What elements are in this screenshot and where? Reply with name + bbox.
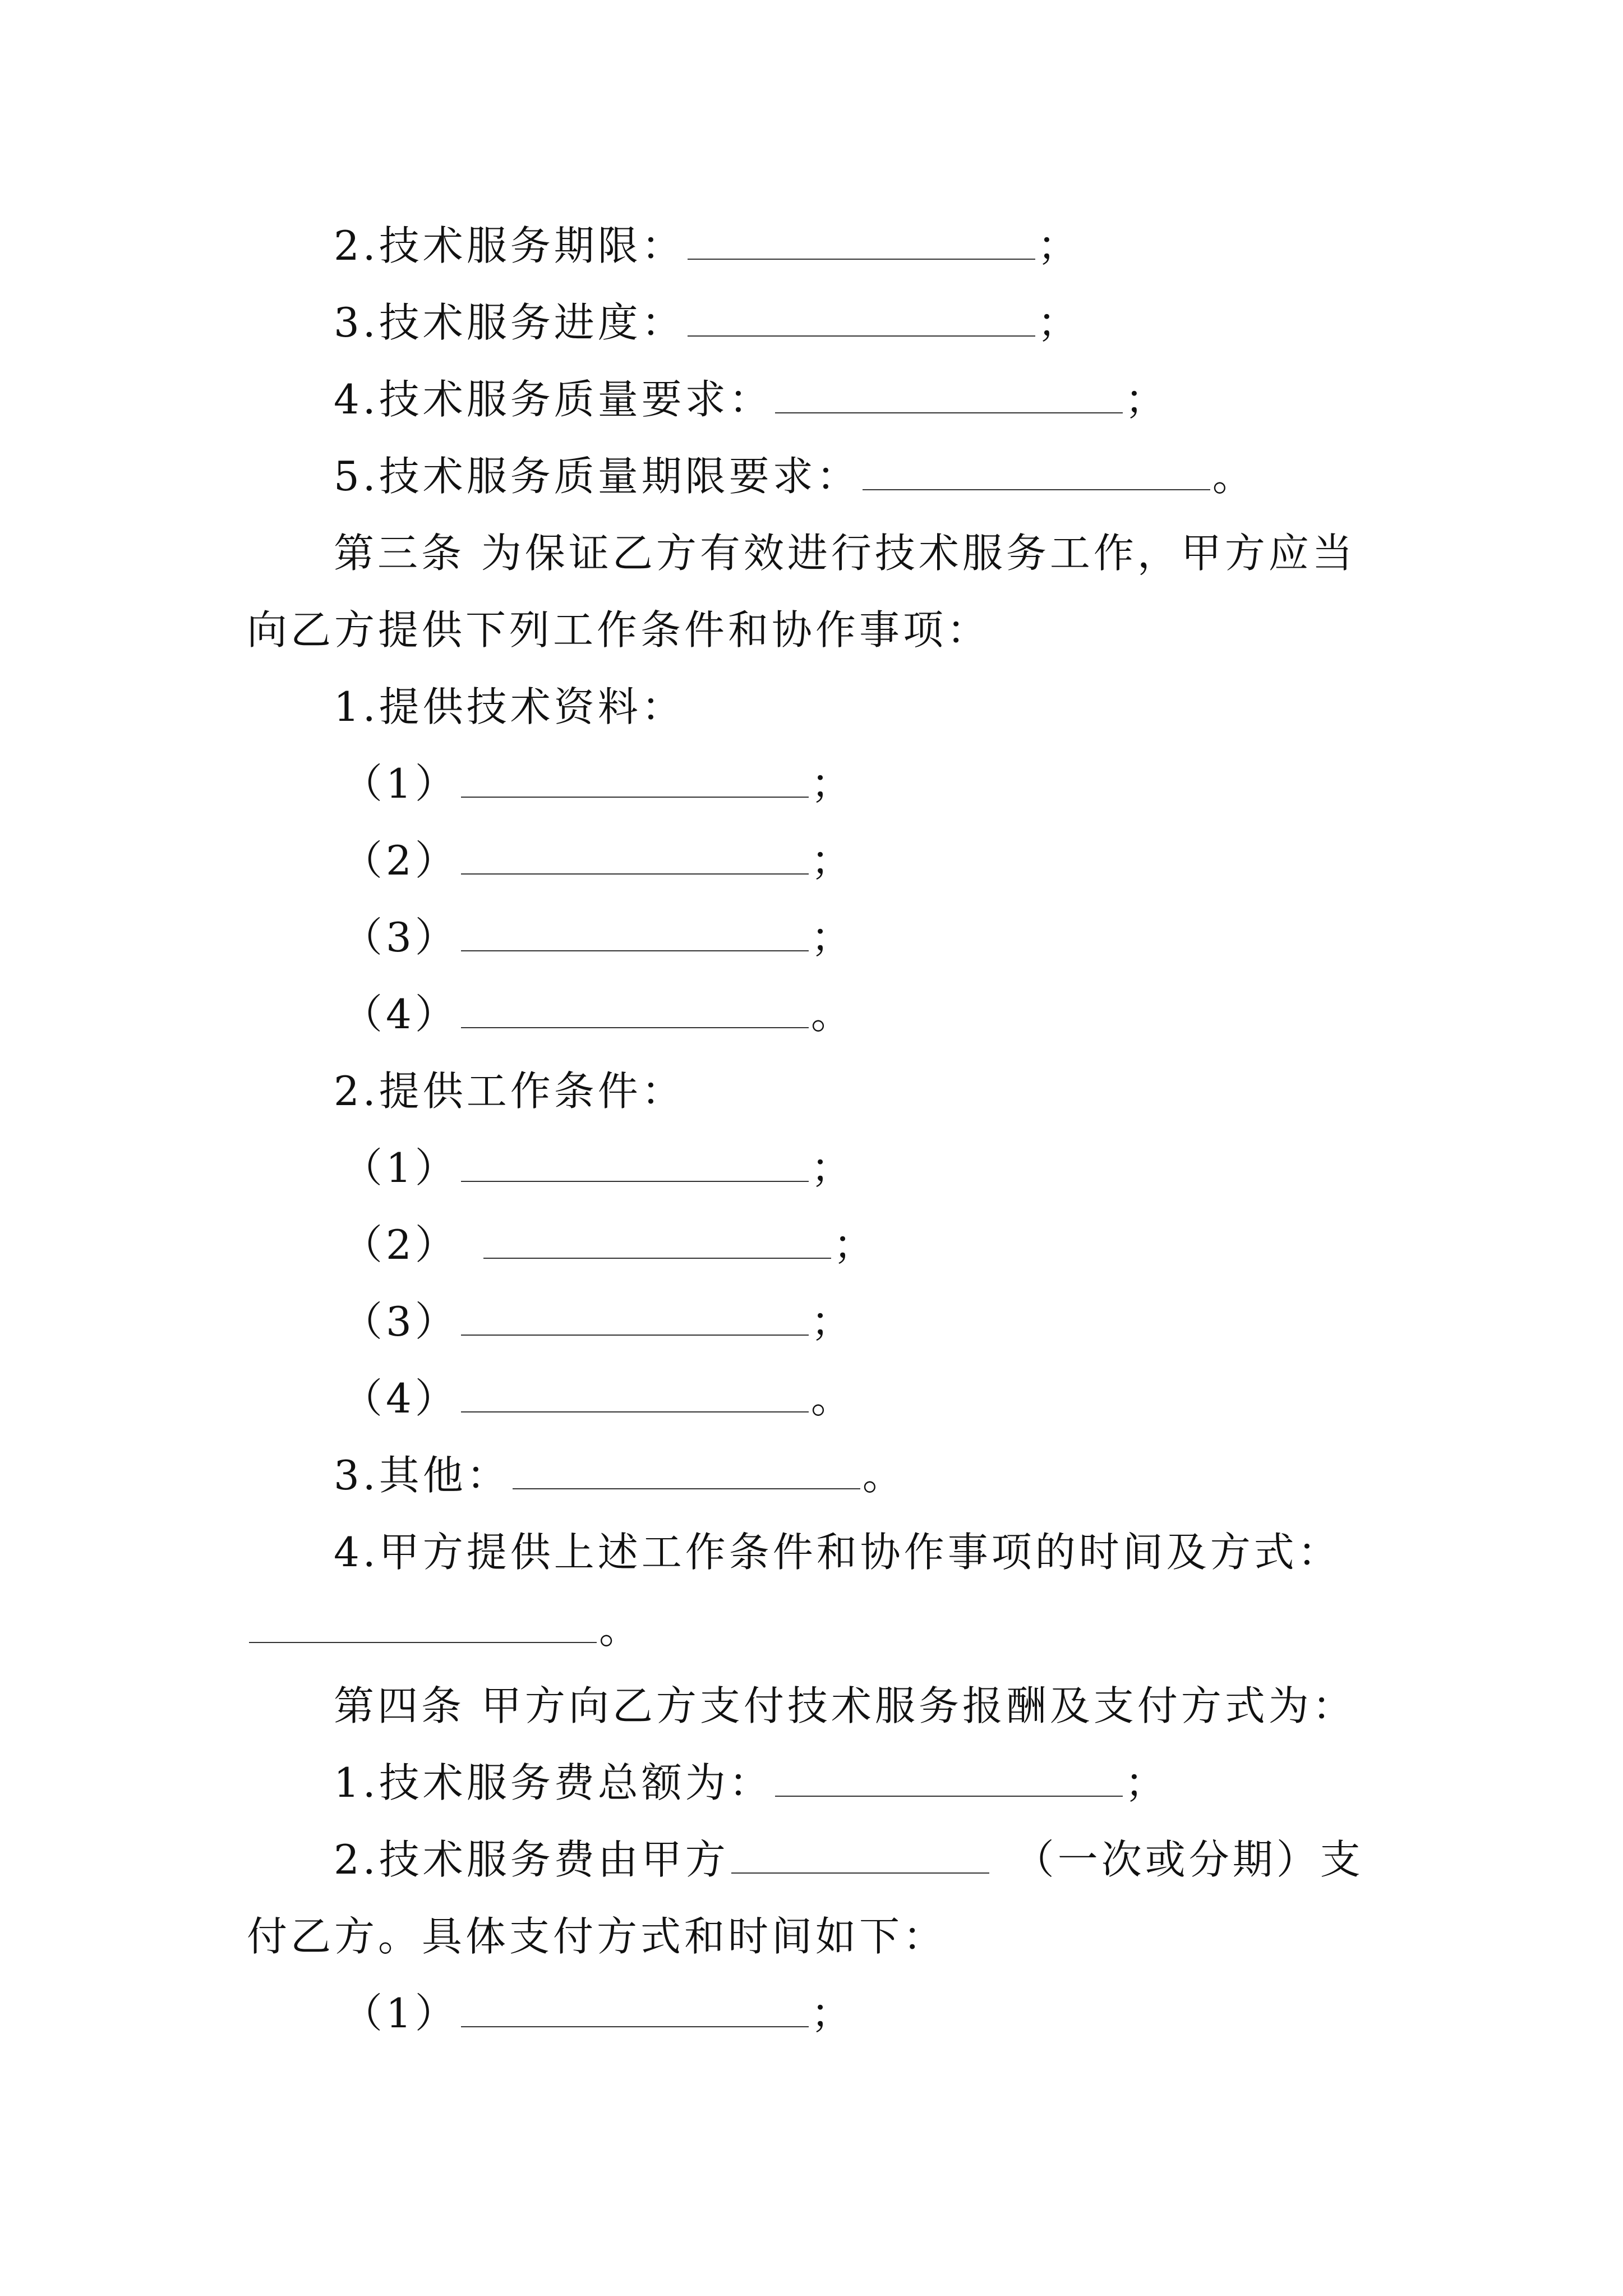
work-conditions-item-2-end: ； [833,1221,877,1268]
payment-item-1-end: ； [810,1990,855,2037]
tech-materials-item-2-label: （2） [342,837,459,884]
quality-term-blank[interactable] [863,450,1210,490]
work-conditions-item-3 [342,1294,855,1350]
total-fee-blank[interactable] [775,1756,1123,1797]
quality-requirement-line [334,371,1169,427]
article-three-text-2: 向乙方提供下列工作条件和协作事项： [247,606,991,654]
service-progress-line [334,295,1081,351]
time-method-blank-line [247,1601,643,1657]
other-label: 3.其他： [334,1452,510,1499]
payment-mode-line-2 [247,1908,947,1964]
work-conditions-label: 2.提供工作条件： [334,1068,685,1115]
payment-mode-blank[interactable] [731,1833,989,1874]
quality-term-label: 5.技术服务质量期限要求： [334,453,860,500]
quality-term-end: 。 [1212,453,1256,500]
work-conditions-item-3-blank[interactable] [461,1295,809,1336]
tech-materials-item-1-label: （1） [342,760,459,807]
tech-materials-label: 1.提供技术资料： [334,683,685,730]
payment-mode-line-1 [334,1832,1364,1888]
tech-materials-item-1-blank[interactable] [461,757,809,798]
tech-materials-item-2 [342,832,855,889]
other-line [334,1447,906,1503]
tech-materials-item-3-label: （3） [342,914,459,961]
tech-materials-item-4 [342,986,855,1042]
work-conditions-item-3-label: （3） [342,1298,459,1345]
tech-materials-item-4-end: 。 [810,991,855,1038]
service-term-blank[interactable] [688,219,1035,260]
service-progress-blank[interactable] [688,296,1035,337]
article-three-text-1: 第三条 为保证乙方有效进行技术服务工作，甲方应当 [334,530,1356,577]
tech-materials-title [334,679,685,735]
work-conditions-item-4 [342,1370,855,1427]
article-four-line [334,1678,1356,1734]
time-method-text: 4.甲方提供上述工作条件和协作事项的时间及方式： [334,1529,1341,1576]
work-conditions-item-4-end: 。 [810,1375,855,1422]
payment-item-1 [342,1985,855,2041]
article-three-line-1 [334,525,1356,581]
work-conditions-item-4-label: （4） [342,1375,459,1422]
service-progress-label: 3.技术服务进度： [334,299,685,346]
quality-requirement-blank[interactable] [775,373,1123,413]
time-method-blank[interactable] [249,1603,597,1643]
service-term-line [334,218,1081,274]
time-method-end: 。 [599,1605,643,1653]
total-fee-line [334,1755,1169,1811]
tech-materials-item-4-label: （4） [342,991,459,1038]
quality-requirement-end: ； [1124,376,1169,423]
work-conditions-item-1 [342,1140,855,1196]
work-conditions-item-4-blank[interactable] [461,1372,809,1412]
tech-materials-item-1-end: ； [810,760,855,807]
payment-item-1-label: （1） [342,1990,459,2037]
time-method-line [334,1524,1341,1580]
other-end: 。 [862,1452,906,1499]
other-blank[interactable] [513,1449,860,1489]
payment-mode-text-a: 2.技术服务费由甲方 [334,1836,729,1883]
work-conditions-item-1-blank[interactable] [461,1142,809,1182]
article-four-text: 第四条 甲方向乙方支付技术服务报酬及支付方式为： [334,1682,1356,1729]
tech-materials-item-3-end: ； [810,914,855,961]
tech-materials-item-3-blank[interactable] [461,911,809,951]
payment-mode-text-c: 付乙方。具体支付方式和时间如下： [247,1913,947,1960]
service-term-label: 2.技术服务期限： [334,222,685,269]
payment-mode-text-b: （一次或分期）支 [1013,1836,1364,1883]
quality-requirement-label: 4.技术服务质量要求： [334,376,773,423]
tech-materials-item-2-end: ； [810,837,855,884]
total-fee-label: 1.技术服务费总额为： [334,1759,773,1806]
work-conditions-item-3-end: ； [810,1298,855,1345]
work-conditions-item-1-label: （1） [342,1144,459,1191]
total-fee-end: ； [1124,1759,1169,1806]
work-conditions-item-2-blank[interactable] [483,1218,831,1259]
tech-materials-item-4-blank[interactable] [461,988,809,1028]
payment-item-1-blank[interactable] [461,1987,809,2027]
tech-materials-item-1 [342,756,855,812]
tech-materials-item-3 [342,909,855,965]
work-conditions-title [334,1063,685,1119]
service-term-end: ； [1037,222,1081,269]
tech-materials-item-2-blank[interactable] [461,834,809,875]
service-progress-end: ； [1037,299,1081,346]
work-conditions-item-2-label: （2） [342,1221,459,1268]
work-conditions-item-1-end: ； [810,1144,855,1191]
article-three-line-2 [247,602,990,658]
quality-term-line [334,448,1256,504]
work-conditions-item-2 [342,1217,877,1273]
